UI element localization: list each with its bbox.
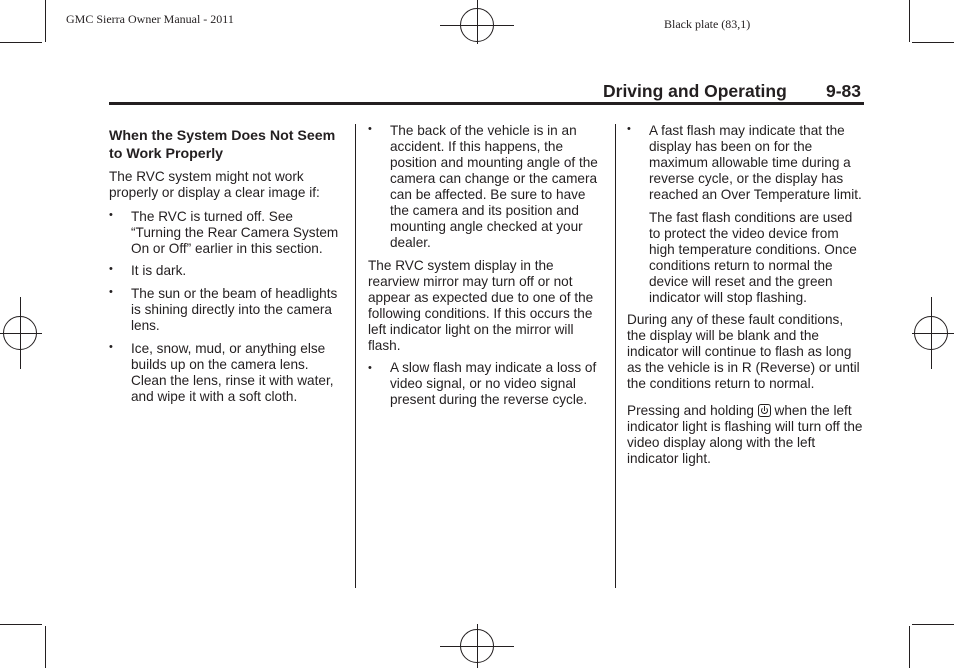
column-divider [615, 124, 616, 588]
list-item [627, 123, 864, 306]
paragraph: During any of these fault conditions, the display will be blank and the indicator will continue to flash as long as the vehicle is in R (Reverse) or until the conditions return to normal. [627, 312, 860, 391]
bullet: • [627, 123, 631, 135]
plate-label: Black plate (83,1) [664, 17, 751, 31]
list-item [368, 123, 606, 251]
bullet: • [368, 123, 372, 135]
bullet: • [109, 286, 113, 298]
list-item [109, 341, 345, 405]
column-2 [368, 123, 606, 408]
page-number: 9-83 [826, 81, 862, 101]
column-3 [627, 123, 864, 467]
list-item-text: The RVC is turned off. See “Turning the Rear Camera System On or Off” earlier in this section. [131, 209, 339, 256]
list-item-text: It is dark. [131, 263, 187, 278]
section-title: Driving and Operating [603, 81, 787, 101]
subsection-heading: When the System Does Not Seem to Work Properly [109, 128, 336, 162]
bullet: • [109, 263, 113, 275]
bullet: • [109, 209, 113, 221]
column-1 [109, 127, 345, 405]
list-item-text: A slow flash may indicate a loss of video signal, or no video signal present during the reverse cycle. [390, 360, 597, 407]
bullet: • [109, 341, 113, 353]
header-rule [109, 102, 864, 105]
intro-paragraph: The RVC system might not work properly or display a clear image if: [109, 169, 320, 200]
column-divider [355, 124, 356, 588]
paragraph: The RVC system display in the rearview mirror may turn off or not appear as expected due to one of the following conditions. If this occurs the left indicator light on the mirror will flash. [368, 258, 594, 353]
bullet: • [368, 362, 372, 374]
list-item [109, 286, 345, 334]
manual-title: GMC Sierra Owner Manual - 2011 [66, 12, 234, 26]
inline-text: Pressing and holding [627, 403, 754, 418]
power-button-icon [758, 404, 771, 417]
inline-text: when the left indicator light is flashing will turn off the video display along with the left indicator light. [627, 403, 863, 466]
paragraph [627, 403, 864, 467]
list-item-note: The fast flash conditions are used to protect the video device from high temperature conditions. Once conditions return to normal the device will reset and the green indicator will stop flashing. [649, 210, 857, 305]
list-item-text: Ice, snow, mud, or anything else builds up on the camera lens. Clean the lens, rinse it with water, and wipe it with a soft cloth. [131, 341, 334, 404]
list-item-text: The back of the vehicle is in an accident. If this happens, the position and mounting angle of the camera can change or the camera can be affected. Be sure to have the camera and its position and mounting angle checked at your dealer. [390, 123, 598, 250]
list-item [109, 209, 345, 257]
list-item-text: The sun or the beam of headlights is shining directly into the camera lens. [131, 286, 338, 333]
list-item-text: A fast flash may indicate that the display has been on for the maximum allowable time during a reverse cycle, or the display has reached an Over Temperature limit. [649, 123, 862, 202]
list-item [368, 360, 606, 408]
list-item [109, 263, 345, 279]
